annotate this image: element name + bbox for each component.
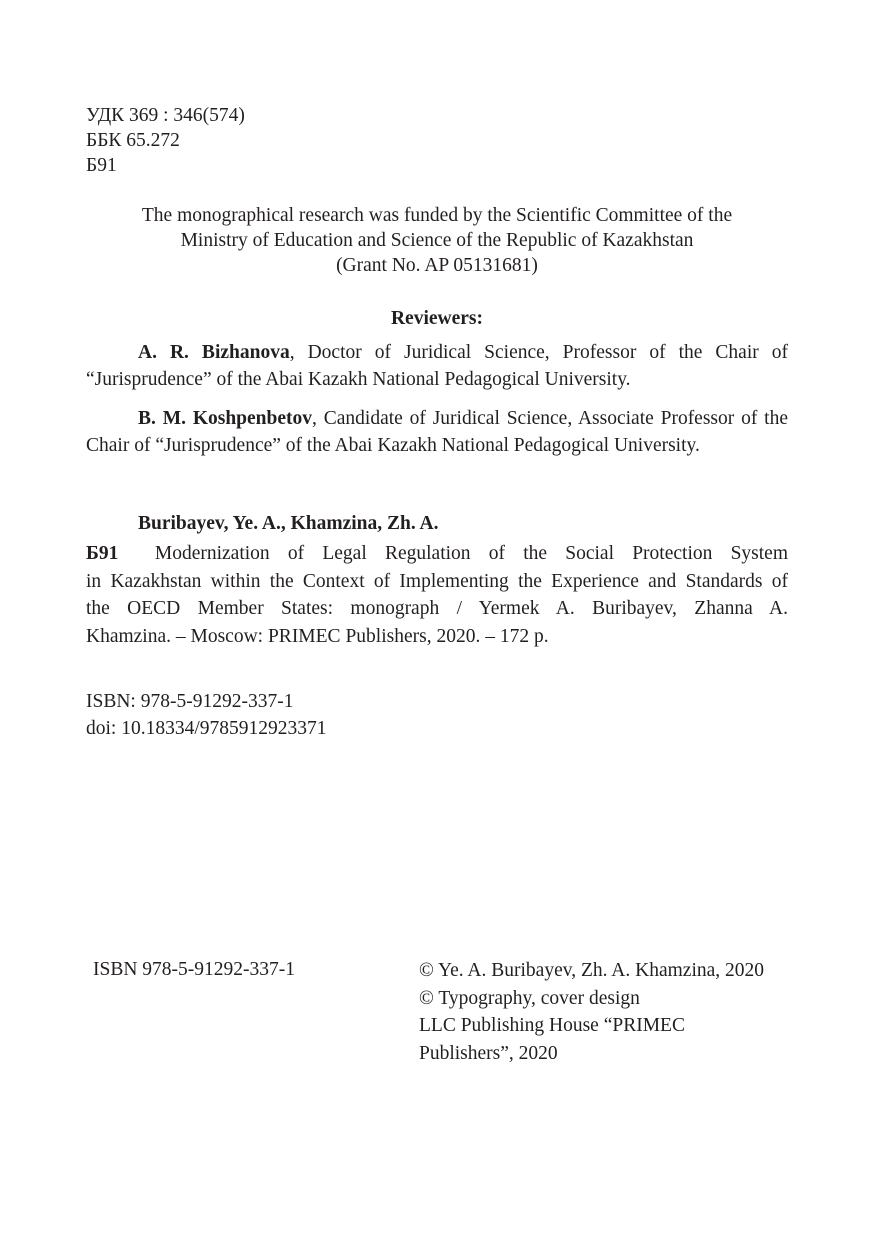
udk-code: УДК 369 : 346(574) [86, 105, 245, 126]
copyright-block [419, 957, 764, 1067]
catalog-line: in Kazakhstan within the Context of Implementing the Experience and Standards of [86, 570, 788, 592]
catalog-title: Modernization of Legal Regulation of the Social Protection System [154, 543, 789, 564]
reviewers-heading: Reviewers: [390, 308, 484, 329]
identifiers [86, 689, 327, 742]
catalog-line: the OECD Member States: monograph / Yermek A. Buribayev, Zhanna A. [86, 598, 788, 619]
funding-line: Ministry of Education and Science of the Republic of Kazakhstan [180, 230, 694, 251]
classification-codes [86, 103, 245, 178]
funding-line: The monographical research was funded by the Scientific Committee of the [141, 205, 733, 226]
copyright-line: © Typography, cover design [419, 987, 640, 1009]
reviewer-entry [86, 339, 788, 393]
reviewer-name: A. R. Bizhanova [138, 342, 290, 363]
isbn-number: ISBN: 978-5-91292-337-1 [86, 691, 294, 712]
catalog-entry [86, 540, 788, 650]
grant-number: (Grant No. AP 05131681) [336, 255, 538, 276]
reviewer-credentials: , Doctor of Juridical Science, Professor of the Chair of “Jurisprudence” of the Abai Kazakh National Pedagogical University. [86, 342, 788, 390]
reviewer-name: B. M. Koshpenbetov [138, 408, 313, 429]
funding-statement [86, 203, 788, 278]
reviewer-credentials: , Candidate of Juridical Science, Associate Professor of the Chair of “Jurisprudence” of the Abai Kazakh National Pedagogical University. [86, 408, 788, 456]
bbk-code: ББК 65.272 [86, 130, 180, 151]
catalog-line: Khamzina. – Moscow: PRIMEC Publishers, 2020. – 172 p. [86, 625, 549, 647]
catalog-authors: Buribayev, Ye. A., Khamzina, Zh. A. [138, 513, 439, 534]
reviewer-entry [86, 405, 788, 459]
doi-number: doi: 10.18334/9785912923371 [86, 717, 327, 739]
catalog-code: Б91 [86, 543, 119, 564]
footer-isbn: ISBN 978-5-91292-337-1 [93, 959, 296, 980]
copyright-line: Publishers”, 2020 [419, 1042, 558, 1064]
copyright-line: © Ye. A. Buribayev, Zh. A. Khamzina, 2020 [419, 960, 765, 981]
copyright-line: LLC Publishing House “PRIMEC [419, 1015, 685, 1036]
author-mark: Б91 [86, 155, 117, 176]
catalog-line [86, 540, 788, 568]
